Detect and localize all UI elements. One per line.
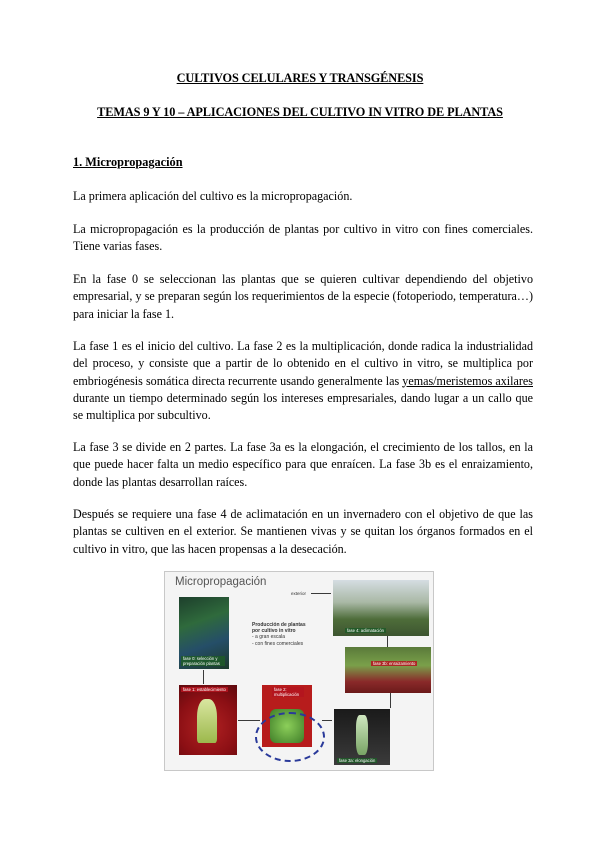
exterior-label: exterior — [291, 591, 307, 596]
arrow-phase0-to-1 — [203, 670, 204, 684]
elongated-shoot-shape — [356, 715, 368, 755]
arrow-phase3b-to-4 — [387, 636, 388, 647]
micropropagation-figure — [164, 571, 434, 771]
phase4-photo — [333, 580, 429, 636]
document-subtitle: TEMAS 9 Y 10 – APLICACIONES DEL CULTIVO IN VITRO DE PLANTAS — [97, 105, 503, 119]
arrow-to-exterior — [311, 593, 331, 594]
paragraph-6: Después se requiere una fase 4 de aclimatación en un invernadero con el objetivo de que las plantas se cultiven en el exterior. Se mantienen vivas y se quitan los órganos formados en el cultivo in vitro, que las hacen propensas a la desecación. — [73, 507, 533, 556]
arrow-phase1-to-2 — [238, 720, 260, 721]
phase1-label: fase 1: establecimiento — [183, 687, 226, 692]
phase3b-label: fase 3b: enraizamiento — [373, 661, 416, 666]
phase3a-photo — [334, 709, 390, 765]
phase4-label: fase 4: aclimatación — [347, 628, 385, 633]
underlined-term: yemas/meristemos axilares — [402, 373, 533, 388]
document-title: CULTIVOS CELULARES Y TRANSGÉNESIS — [176, 71, 424, 85]
paragraph-2: La micropropagación es la producción de plantas por cultivo in vitro con fines comerciales. Tiene varias fases. — [73, 222, 533, 254]
phase2-label: fase 2: multiplicación — [272, 687, 304, 697]
paragraph-3: En la fase 0 se seleccionan las plantas que se quieren cultivar dependiendo del objetivo empresarial, y se preparan según los requerimientos de la especie (fotoperiodo, temperatura…) para iniciar la fase 1. — [73, 272, 533, 321]
arrow-phase3a-to-3b — [390, 692, 391, 708]
figure-center-heading-2: por cultivo in vitro — [252, 628, 296, 635]
figure-center-item-1: - a gran escala — [252, 634, 286, 641]
phase3a-label: fase 3a: elongación — [339, 758, 376, 763]
figure-center-heading-1: Producción de plantas — [252, 622, 306, 628]
plant-shoot-shape — [197, 699, 217, 743]
arrow-phase2-to-3a — [322, 720, 332, 721]
paragraph-4-text-a: La fase 1 es el inicio del cultivo. La fase 2 es la multiplicación, donde radica la industrialidad del proceso, y consiste que a partir de lo obtenido en el cultivo in vitro, se multiplica por embriogénesis somática directa recurrente usando generalmente las — [73, 339, 533, 388]
section-heading: 1. Micropropagación — [73, 155, 183, 169]
phase1-photo — [179, 685, 237, 755]
figure-title: Micropropagación — [175, 576, 267, 588]
paragraph-4-text-b: durante un tiempo determinado según los intereses empresariales, dando lugar a un callo que se multiplica por subcultivo. — [73, 390, 533, 423]
phase0-label: fase 0: selección y preparación plantas — [181, 656, 225, 666]
paragraph-4 — [73, 338, 533, 424]
paragraph-1: La primera aplicación del cultivo es la micropropagación. — [73, 189, 353, 203]
paragraph-5: La fase 3 se divide en 2 partes. La fase 3a es la elongación, el crecimiento de los tallos, en la que puede hacer falta un medio específico para que enraícen. La fase 3b es el enraizamiento, donde las plantas desarrollan raíces. — [73, 440, 533, 489]
figure-center-text — [252, 622, 342, 647]
phase0-photo — [179, 597, 229, 669]
multiplication-cycle-arrow — [255, 712, 325, 762]
figure-center-item-2: - con fines comerciales — [252, 640, 304, 647]
phase3b-photo — [345, 647, 431, 693]
